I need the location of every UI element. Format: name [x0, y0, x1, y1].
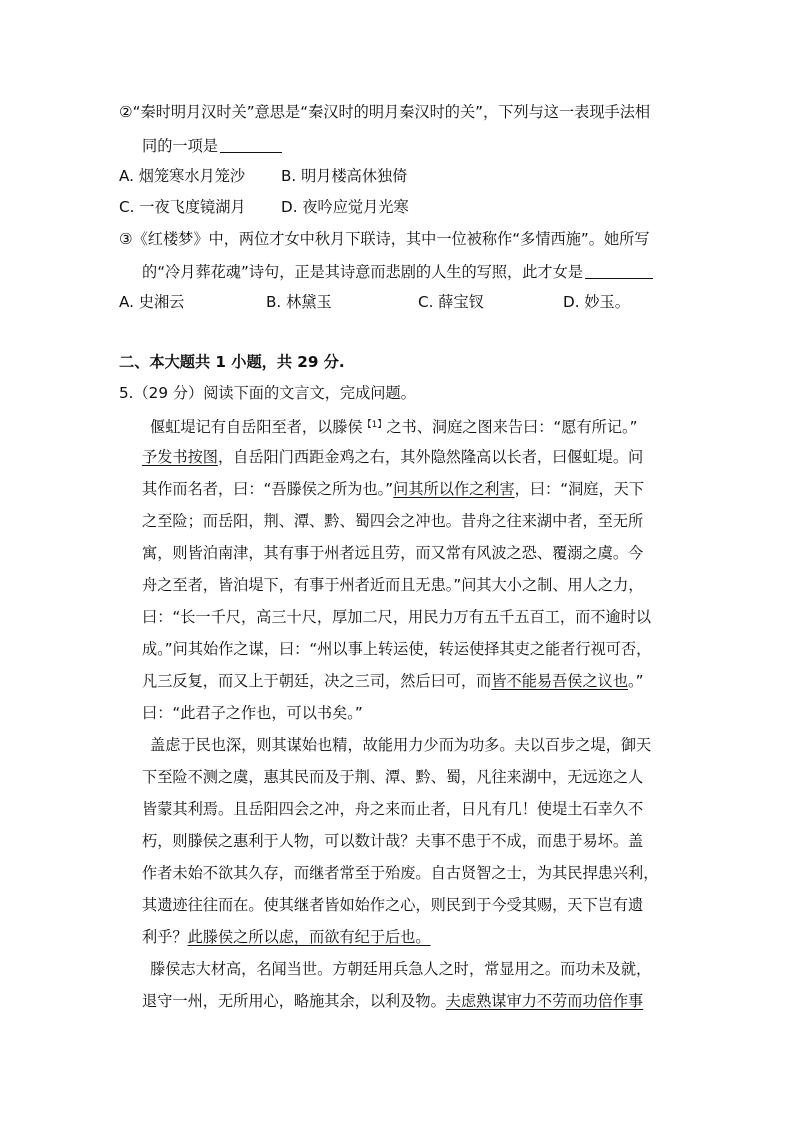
answer-blank	[585, 263, 653, 279]
q3-option-d: D. 妙玉。	[563, 293, 630, 311]
q2-stem-line2	[142, 136, 282, 156]
passage-p2-line3: 皆蒙其利焉。且岳阳四会之冲，舟之来而止者，日凡有几！使堤土石幸久不	[142, 800, 644, 818]
passage-text: 利乎？	[142, 928, 188, 946]
passage-text: 其作而名者，曰：“吾滕侯之所为也。”	[142, 480, 394, 498]
q3-option-b: B. 林黛玉	[266, 293, 332, 311]
passage-text: ，曰：“洞庭，天下	[514, 480, 645, 498]
passage-text: 偃虹堤记有自岳阳至者，以滕侯	[150, 418, 363, 436]
underlined-sentence: 夫虑熟谋审力不劳而功倍作事	[445, 992, 644, 1010]
underlined-sentence: 此滕侯之所以虑，而欲有纪于后也。	[187, 928, 431, 946]
passage-p1-line5: 寓，则皆泊南津，其有事于州者远且劳，而又常有风波之恐、覆溺之虞。今	[142, 544, 644, 562]
passage-text: ，自岳阳门西距金鸡之右，其外隐然隆高以长者，曰偃虹堤。问	[217, 448, 644, 466]
passage-text: 退守一州，无所用心，略施其余，以利及物。	[142, 992, 446, 1010]
passage-p1-line7: 曰：“长一千尺，高三十尺，厚加二尺，用民力万有五千五百工，而不逾时以	[142, 608, 652, 626]
passage-p1-line6: 舟之至者，皆泊堤下，有事于州者近而且无患。”问其大小之制、用人之力，	[142, 576, 644, 594]
answer-blank	[220, 137, 282, 153]
passage-p1-line1	[150, 415, 638, 437]
passage-text: 。”	[628, 672, 644, 690]
passage-p2-line5: 作者未始不欲其久存，而继者常至于殆废。自古贤智之士，为其民捍患兴利，	[142, 864, 659, 882]
footnote-marker: 【1】	[362, 420, 387, 430]
passage-p2-line1: 盖虑于民也深，则其谋始也精，故能用力少而为功多。夫以百步之堤，御天	[150, 736, 652, 754]
q2-option-a: A. 烟笼寒水月笼沙	[119, 167, 246, 185]
q2-option-d: D. 夜吟应觉月光寒	[281, 198, 409, 216]
passage-p2-line2: 下至险不测之虞，惠其民而及于荆、潭、黔、蜀，凡往来湖中，无远迩之人	[142, 768, 644, 786]
underlined-sentence: 予发书按图	[142, 448, 218, 466]
underlined-sentence: 问其所以作之利害	[393, 480, 515, 498]
passage-p1-line4: 之至险；而岳阳，荆、潭、黔、蜀四会之冲也。昔舟之往来湖中者，至无所	[142, 512, 644, 530]
passage-p3-line2	[142, 991, 643, 1011]
q3-option-c: C. 薛宝钗	[418, 293, 484, 311]
passage-text: 凡三反复，而又上于朝廷，决之三司，然后曰可，而	[142, 672, 492, 690]
section-heading: 二、本大题共 1 小题，共 29 分.	[119, 353, 345, 371]
passage-p1-line3	[142, 479, 644, 499]
underlined-sentence: 皆不能易吾侯之议也	[491, 672, 628, 690]
q2-stem-text: 同的一项是	[142, 137, 218, 155]
q2-option-c: C. 一夜飞度镜湖月	[119, 198, 246, 216]
q5-intro: 5.（29 分）阅读下面的文言文，完成问题。	[119, 384, 416, 402]
passage-p1-line10: 曰：“此君子之作也，可以书矣。”	[142, 704, 363, 722]
passage-p1-line9	[142, 671, 643, 691]
passage-p2-line6: 其遗迹往往而在。使其继者皆如始作之心，则民到于今受其赐，天下岂有遗	[142, 896, 644, 914]
passage-p3-line1: 滕侯志大材高，名闻当世。方朝廷用兵急人之时，常显用之。而功未及就，	[150, 960, 652, 978]
q3-option-a: A. 史湘云	[119, 293, 185, 311]
passage-p1-line2	[142, 447, 643, 467]
q3-stem-line2	[142, 262, 653, 282]
passage-p2-line7	[142, 927, 431, 947]
q3-stem-line1: ③《红楼梦》中，两位才女中秋月下联诗，其中一位被称作“多情西施”。她所写	[119, 230, 650, 248]
q3-stem-text: 的“冷月葬花魂”诗句，正是其诗意而悲剧的人生的写照，此才女是	[142, 263, 583, 281]
passage-text: 之书、洞庭之图来告曰：“愿有所记。”	[386, 418, 638, 436]
q2-stem-line1: ②“秦时明月汉时关”意思是“秦汉时的明月秦汉时的关”，下列与这一表现手法相	[119, 103, 651, 121]
passage-p1-line8: 成。”问其始作之谋，曰：“州以事上转运使，转运使择其吏之能者行视可否，	[142, 640, 652, 658]
passage-p2-line4: 朽，则滕侯之惠利于人物，可以数计哉？夫事不患于不成，而患于易坏。盖	[142, 832, 644, 850]
q2-option-b: B. 明月楼高休独倚	[281, 167, 408, 185]
